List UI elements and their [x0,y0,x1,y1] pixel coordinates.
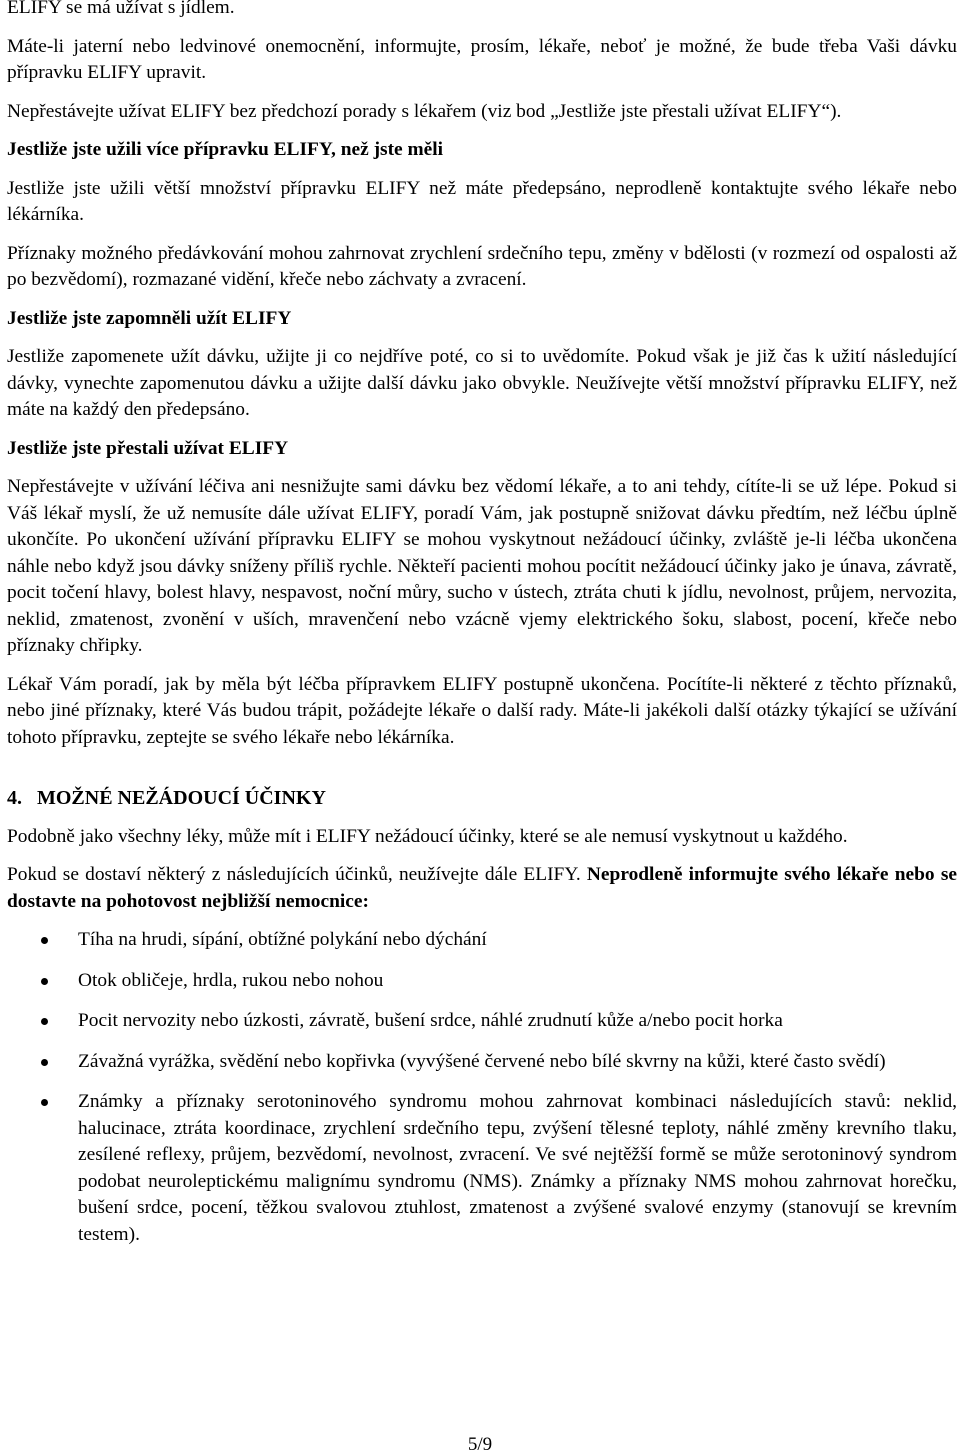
list-item-text: Závažná vyrážka, svědění nebo kopřivka (vyvýšené červené nebo bílé skvrny na kůži, které často svědí) [78,1050,886,1072]
paragraph: Příznaky možného předávkování mohou zahrnovat zrychlení srdečního tepu, změny v bdělosti (v rozmezí od ospalosti až po bezvědomí), rozmazané vidění, křeče nebo záchvaty a zvracení. [7,242,957,290]
list-item [7,927,957,954]
paragraph-text: Pokud se dostaví některý z následujících účinků, neužívejte dále ELIFY. [7,864,587,885]
section-number: 4. [7,787,22,809]
paragraph: Jestliže zapomenete užít dávku, užijte ji co nejdříve poté, co si to uvědomíte. Pokud však je již čas k užití následující dávky, vynechte zapomenutou dávku a užijte další dávku jako obvykle. Neužívejte větší množství přípravku ELIFY, než máte na každý den předepsáno. [7,346,957,420]
page-number: 5/9 [467,1434,493,1455]
paragraph: Nepřestávejte v užívání léčiva ani nesnižujte sami dávku bez vědomí lékaře, a to ani tehdy, cítíte-li se už lépe. Pokud si Váš lékař myslí, že už nemusíte dále užívat ELIFY, poradí Vám, jak postupně snižovat dávku předtím, než léčbu úplně ukončíte. Po ukončení užívání přípravku ELIFY se mohou vyskytnout nežádoucí účinky, zvláště je-li léčba ukončena náhle nebo když jsou dávky sníženy příliš rychle. Někteří pacienti mohou pocítit nežádoucí účinky jako je únava, závratě, pocit točení hlavy, bolest hlavy, nespavost, noční můry, sucho v ústech, ztráta chuti k jídlu, nevolnost, průjem, nervozita, neklid, zmatenost, zvonění v uších, mravenčení nebo vzácně vjemy elektrického šoku, slabost, pocení, křeče nebo příznaky chřipky. [7,476,957,656]
list-item-text: Tíha na hrudi, sípání, obtížné polykání nebo dýchání [78,929,487,950]
list-item-text: Otok obličeje, hrdla, rukou nebo nohou [78,969,384,991]
paragraph: ELIFY se má užívat s jídlem. [7,0,235,18]
document-page [7,0,957,1262]
list-item [7,1049,957,1076]
bullet-icon [41,1099,48,1106]
paragraph: Nepřestávejte užívat ELIFY bez předchozí porady s lékařem (viz bod „Jestliže jste přestali užívat ELIFY“). [7,100,842,122]
paragraph: Podobně jako všechny léky, může mít i ELIFY nežádoucí účinky, které se ale nemusí vyskytnout u každého. [7,825,848,847]
list-item [7,1008,957,1035]
bullet-icon [41,1059,48,1066]
stopped-heading: Jestliže jste přestali užívat ELIFY [7,437,289,459]
list-item-text: Pocit nervozity nebo úzkosti, závratě, bušení srdce, náhlé zrudnutí kůže a/nebo pocit horka [78,1010,783,1031]
list-item [7,1089,957,1248]
paragraph: Máte-li jaterní nebo ledvinové onemocnění, informujte, prosím, lékaře, neboť je možné, že bude třeba Vaši dávku přípravku ELIFY upravit. [7,35,957,83]
paragraph [7,862,957,915]
bullet-icon [41,937,48,944]
list-item [7,968,957,995]
overdose-heading: Jestliže jste užili více přípravku ELIFY, než jste měli [7,139,444,160]
bullet-icon [41,978,48,985]
paragraph-bold-text: Neprodleně informujte svého lékaře nebo se dostavte na pohotovost nejbližší nemocnice: [7,864,957,912]
section-title-text: MOŽNÉ NEŽÁDOUCÍ ÚČINKY [37,787,326,809]
forgot-heading: Jestliže jste zapomněli užít ELIFY [7,307,292,329]
bullet-icon [41,1018,48,1025]
section-title [7,785,957,812]
paragraph: Lékař Vám poradí, jak by měla být léčba přípravkem ELIFY postupně ukončena. Pocítíte-li některé z těchto příznaků, nebo jiné příznaky, které Vás budou trápit, požádejte lékaře o další rady. Máte-li jakékoli další otázky týkající se užívání tohoto přípravku, zeptejte se svého lékaře nebo lékárníka. [7,673,957,748]
paragraph: Jestliže jste užili větší množství přípravku ELIFY než máte předepsáno, neprodleně kontaktujte svého lékaře nebo lékárníka. [7,177,957,225]
side-effects-list [7,927,957,1248]
list-item-text: Známky a příznaky serotoninového syndromu mohou zahrnovat kombinaci následujících stavů: neklid, halucinace, ztráta koordinace, zrychlení srdečního tepu, zvýšení tělesné teploty, náhlé změny krevního tlaku, zesílené reflexy, průjem, bezvědomí, nevolnost, zvracení. Ve své nejtěžší formě se může serotoninový syndrom podobat neuroleptickému malignímu syndromu (NMS). Známky a příznaky NMS mohou zahrnovat horečku, bušení srdce, pocení, těžkou svalovou ztuhlost, zmatenost a zvýšené svalové enzymy (stanovují se krevním testem). [78,1091,957,1245]
